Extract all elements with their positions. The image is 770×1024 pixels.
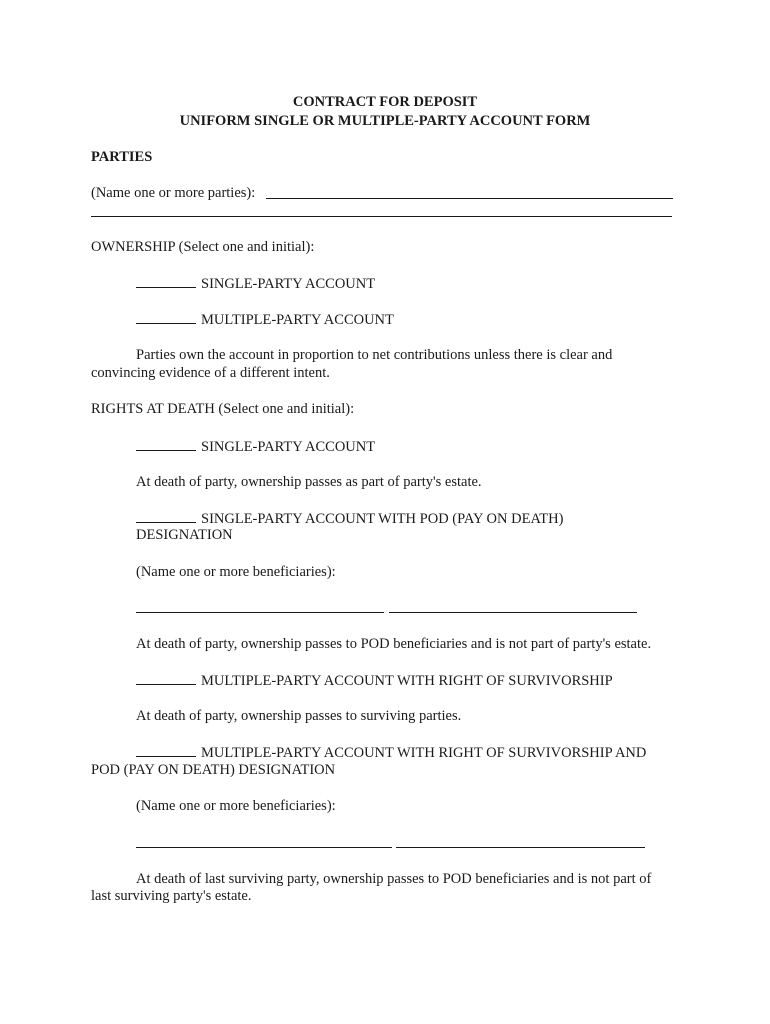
rights-option-4-initial-blank[interactable] — [136, 743, 196, 757]
rights-option-1 — [136, 437, 375, 456]
rights-option-4-note-line-2: last surviving party's estate. — [91, 888, 252, 904]
ownership-note-line-1: Parties own the account in proportion to net contributions unless there is clear and — [136, 347, 613, 363]
ownership-note-line-2: convincing evidence of a different intent. — [91, 365, 330, 381]
rights-option-3-initial-blank[interactable] — [136, 671, 196, 685]
rights-at-death-heading: RIGHTS AT DEATH (Select one and initial): — [91, 401, 355, 417]
rights-option-1-label: SINGLE-PARTY ACCOUNT — [201, 439, 376, 455]
rights-option-1-initial-blank[interactable] — [136, 437, 196, 451]
rights-option-1-note: At death of party, ownership passes as part of party's estate. — [136, 474, 482, 490]
ownership-multiple-label: MULTIPLE-PARTY ACCOUNT — [201, 312, 394, 328]
rights-option-4-label-line-1: MULTIPLE-PARTY ACCOUNT WITH RIGHT OF SURVIVORSHIP AND — [201, 745, 647, 761]
ownership-option-multiple — [136, 310, 394, 329]
rights-option-4-beneficiary-line-1[interactable] — [136, 847, 392, 848]
rights-option-4-beneficiary-line-2[interactable] — [396, 847, 645, 848]
ownership-single-initial-blank[interactable] — [136, 274, 196, 288]
ownership-multiple-initial-blank[interactable] — [136, 310, 196, 324]
rights-option-2-label-line-1: SINGLE-PARTY ACCOUNT WITH POD (PAY ON DEATH) — [201, 511, 564, 527]
parties-name-line-1[interactable] — [266, 198, 673, 199]
rights-option-2-initial-blank[interactable] — [136, 509, 196, 523]
rights-option-3-label: MULTIPLE-PARTY ACCOUNT WITH RIGHT OF SURVIVORSHIP — [201, 673, 613, 689]
rights-option-3 — [136, 671, 613, 690]
parties-name-line-2[interactable] — [91, 216, 672, 217]
document-subtitle: UNIFORM SINGLE OR MULTIPLE-PARTY ACCOUNT FORM — [179, 113, 591, 129]
rights-option-2-prompt: (Name one or more beneficiaries): — [136, 564, 336, 580]
ownership-heading: OWNERSHIP (Select one and initial): — [91, 239, 315, 255]
parties-heading: PARTIES — [91, 149, 153, 165]
parties-prompt: (Name one or more parties): — [91, 185, 256, 201]
ownership-single-label: SINGLE-PARTY ACCOUNT — [201, 276, 376, 292]
rights-option-4-note-line-1: At death of last surviving party, ownership passes to POD beneficiaries and is not part of — [136, 871, 652, 887]
rights-option-3-note: At death of party, ownership passes to surviving parties. — [136, 708, 462, 724]
rights-option-4-prompt: (Name one or more beneficiaries): — [136, 798, 336, 814]
rights-option-2-label-line-2: DESIGNATION — [136, 527, 233, 543]
rights-option-2-beneficiary-line-2[interactable] — [389, 612, 637, 613]
rights-option-4 — [136, 743, 646, 762]
ownership-option-single — [136, 274, 375, 293]
rights-option-2-note: At death of party, ownership passes to POD beneficiaries and is not part of party's estate. — [136, 636, 652, 652]
rights-option-4-label-line-2: POD (PAY ON DEATH) DESIGNATION — [91, 762, 336, 778]
rights-option-2-beneficiary-line-1[interactable] — [136, 612, 384, 613]
document-title: CONTRACT FOR DEPOSIT — [292, 94, 478, 110]
